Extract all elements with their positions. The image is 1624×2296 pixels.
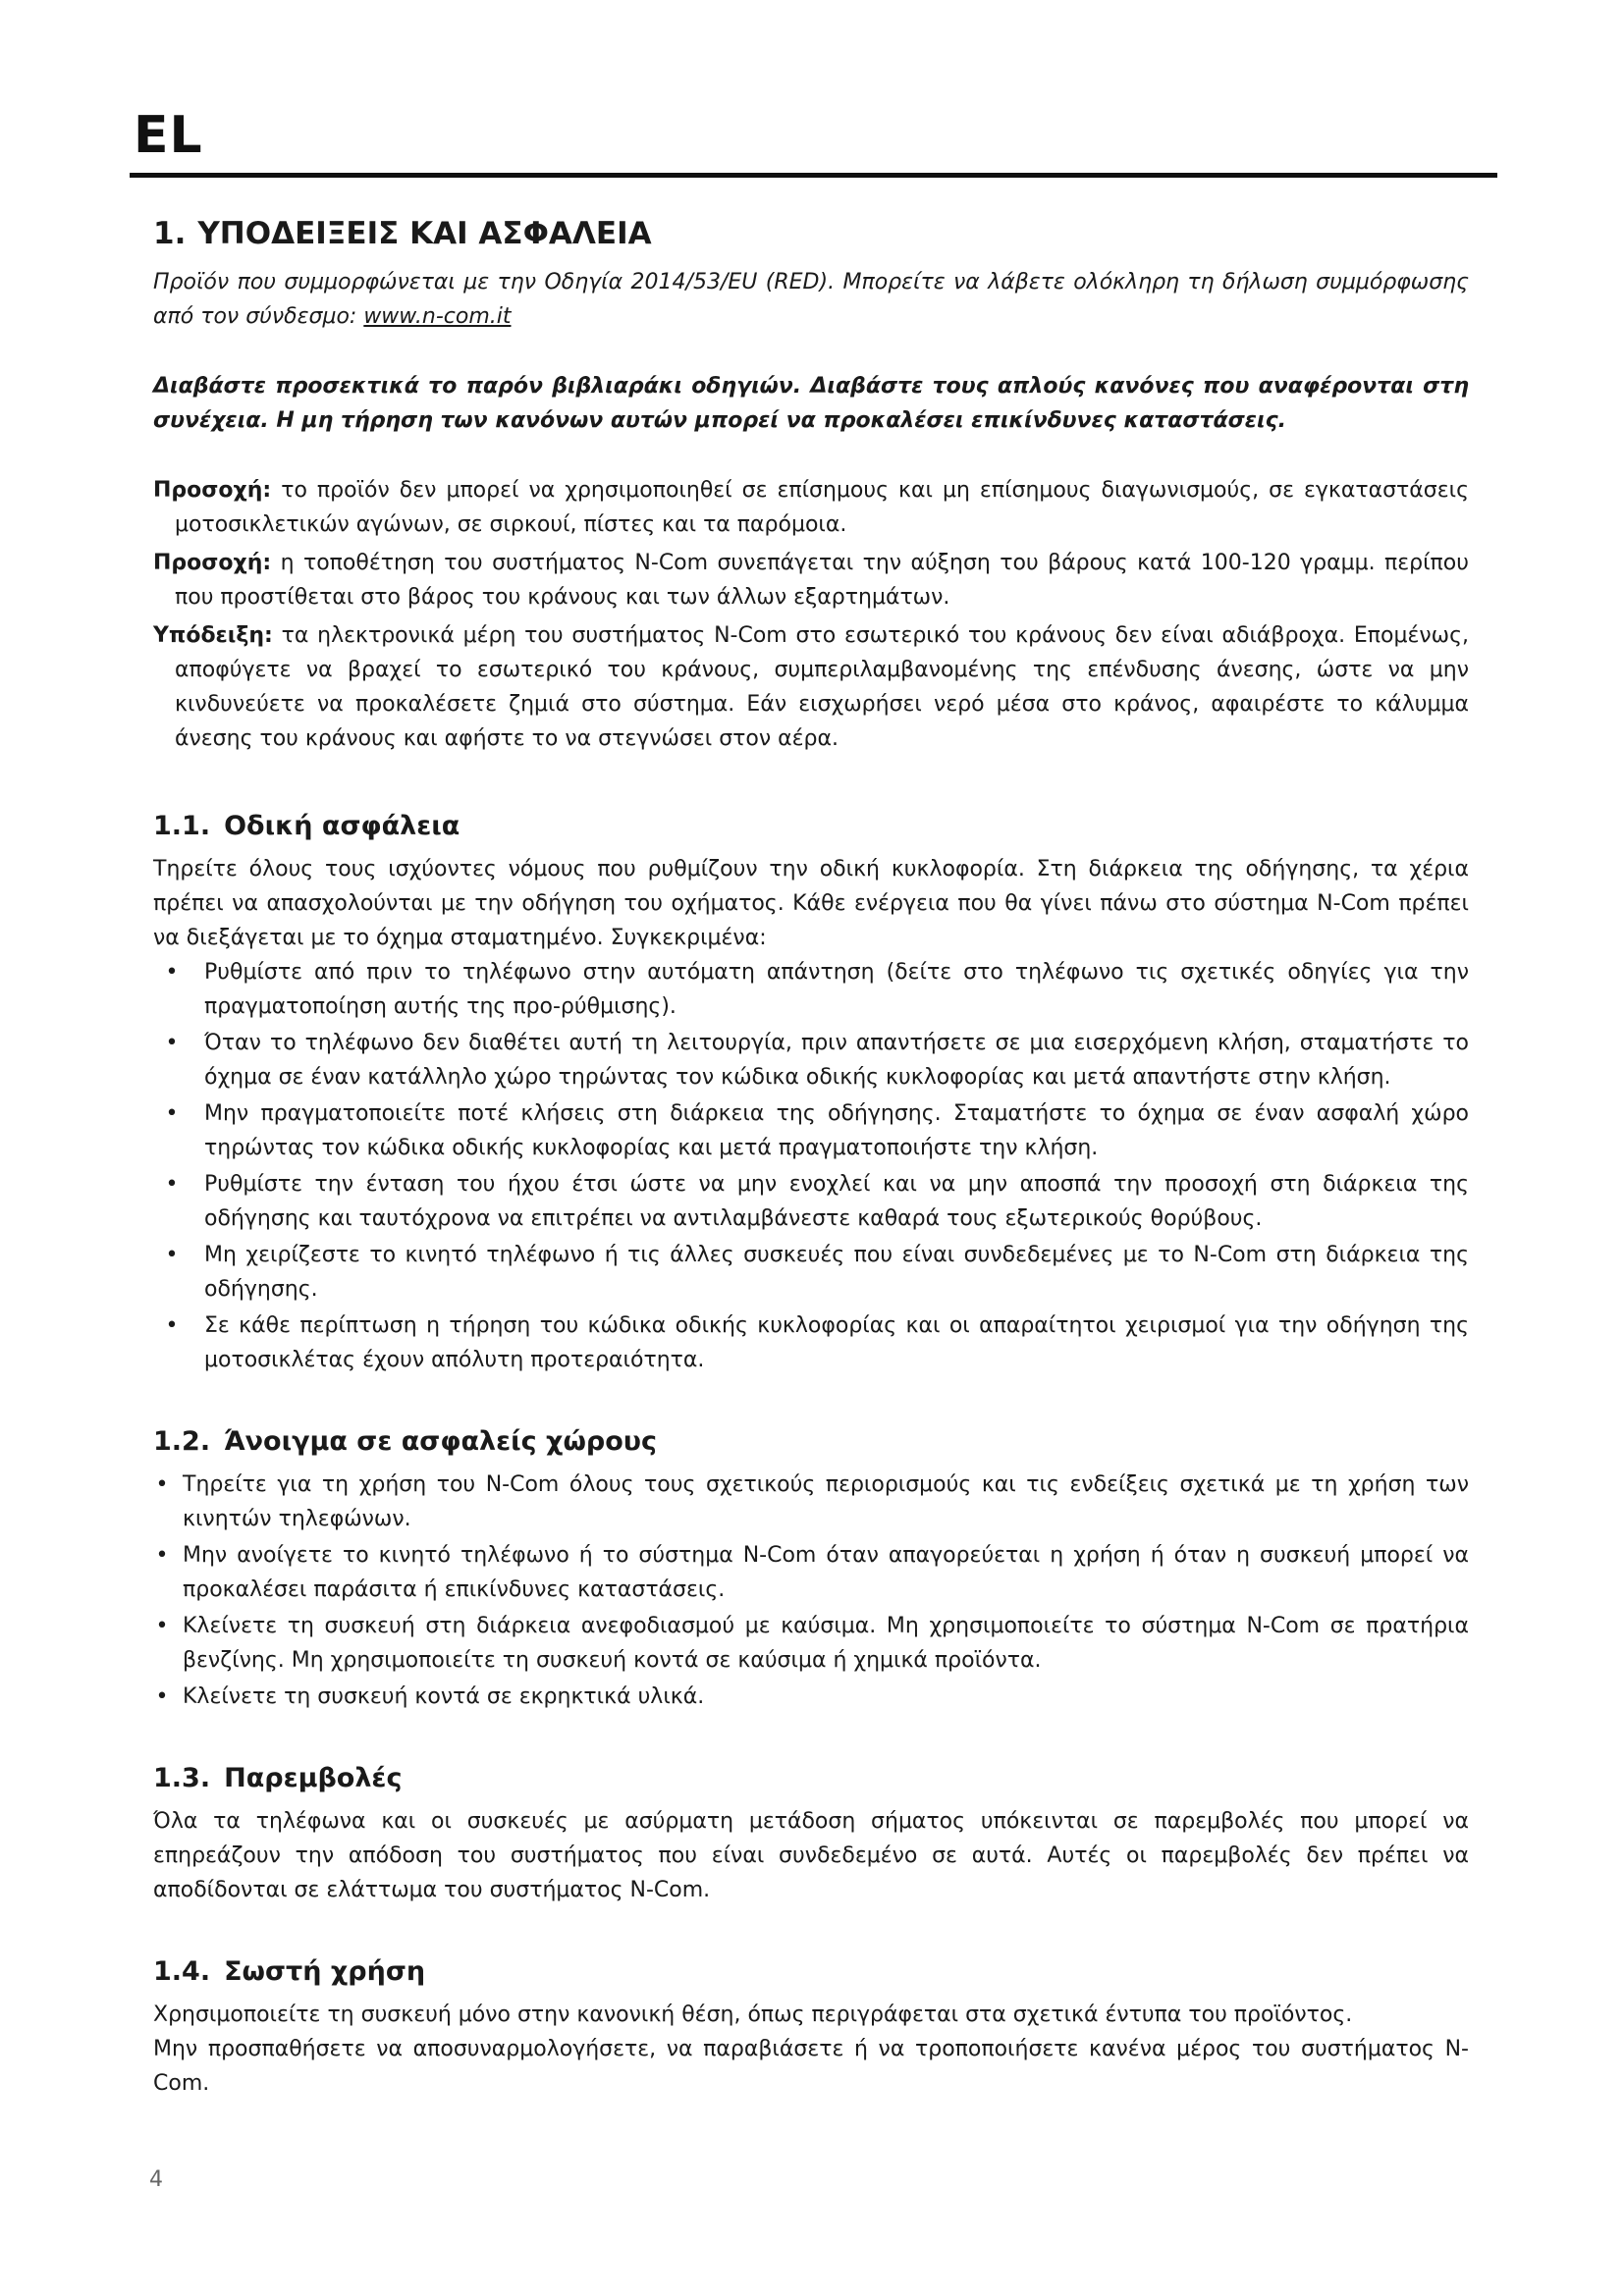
list-item-text: Τηρείτε για τη χρήση του N-Com όλους τους σχετικούς περιορισμούς και τις ενδείξεις σχετικά με τη χρήση των κινητών τηλεφώνων. [183,1472,1469,1531]
list-item [153,1468,1469,1536]
bullet-icon: • [165,1243,179,1267]
proper-use-text: Μην προσπαθήσετε να αποσυναρμολογήσετε, να παραβιάσετε ή να τροποποιήσετε κανένα μέρος του συστήματος N-Com. [153,2037,1469,2096]
note-text: η τοποθέτηση του συστήματος N-Com συνεπάγεται την αύξηση του βάρους κατά 100-120 γραμμ. περίπου που προστίθεται στο βάρος του κράνους και των άλλων εξαρτημάτων. [175,551,1469,610]
road-safety-list [153,955,1469,1377]
subsection-number: 1.1. [153,811,211,841]
proper-use-section [153,1952,1469,2101]
note-label: Υπόδειξη: [153,623,273,648]
safe-places-list [153,1468,1469,1714]
bullet-icon: • [155,1684,169,1709]
list-item-text: Μη χειρίζεστε το κινητό τηλέφωνο ή τις άλλες συσκευές που είναι συνδεδεμένες με το N-Com στη διάρκεια της οδήγησης. [204,1243,1469,1302]
proper-use-text: Χρησιμοποιείτε τη συσκευή μόνο στην κανονική θέση, όπως περιγράφεται στα σχετικά έντυπα του προϊόντος. [153,2002,1353,2027]
list-item [153,1026,1469,1095]
safe-places-section [153,1422,1469,1714]
bullet-icon: • [165,1313,179,1338]
section-title [153,212,1469,255]
compliance-text: Προϊόν που συμμορφώνεται με την Οδηγία 2014/53/EU (RED). Μπορείτε να λάβετε ολόκληρη τη δήλωση συμμόρφωσης από τον σύνδεσμο: [153,270,1469,329]
bullet-icon: • [165,1031,179,1055]
road-safety-text: Τηρείτε όλους τους ισχύοντες νόμους που ρυθμίζουν την οδική κυκλοφορία. Στη διάρκεια της οδήγησης, τα χέρια πρέπει να απασχολούνται με την οδήγηση του οχήματος. Κάθε ενέργεια που θα γίνει πάνω στο σύστημα N-Com πρέπει να διεξάγεται με το όχημα σταματημένο. Συγκεκριμένα: [153,857,1469,950]
list-item [153,1308,1469,1377]
note-label: Προσοχή: [153,478,272,503]
note-item [153,473,1469,542]
website-link[interactable]: www.n-com.it [363,304,512,329]
list-item [153,1096,1469,1165]
header-rule [130,173,1497,178]
subsection-title-text: Άνοιγμα σε ασφαλείς χώρους [224,1426,658,1457]
subsection-number: 1.3. [153,1763,211,1793]
list-item [153,1167,1469,1236]
subsection-title-text: Οδική ασφάλεια [224,811,460,841]
note-item [153,546,1469,614]
subsection-title [153,807,1469,846]
bullet-icon: • [155,1543,169,1568]
list-item-text: Μην πραγματοποιείτε ποτέ κλήσεις στη διάρκεια της οδήγησης. Σταματήστε το όχημα σε έναν ασφαλή χώρο τηρώντας τον κώδικα οδικής κυκλοφορίας και μετά πραγματοποιήστε την κλήση. [204,1101,1469,1160]
list-item-text: Όταν το τηλέφωνο δεν διαθέτει αυτή τη λειτουργία, πριν απαντήσετε σε μια εισερχόμενη κλήση, σταματήστε το όχημα σε έναν κατάλληλο χώρο τηρώντας τον κώδικα οδικής κυκλοφορίας και μετά απαντήστε στην κλήση. [204,1031,1469,1090]
subsection-title [153,1422,1469,1462]
bullet-icon: • [155,1614,169,1638]
list-item-text: Κλείνετε τη συσκευή στη διάρκεια ανεφοδιασμού με καύσιμα. Μη χρησιμοποιείτε το σύστημα N-Com σε πρατήρια βενζίνης. Μη χρησιμοποιείτε τη συσκευή κοντά σε καύσιμα ή χημικά προϊόντα. [183,1614,1469,1673]
subsection-title [153,1952,1469,1992]
page-number: 4 [149,2167,163,2192]
subsection-number: 1.2. [153,1426,211,1457]
road-safety-section [153,807,1469,1377]
subsection-title [153,1759,1469,1798]
interference-section [153,1759,1469,1907]
list-item [153,1680,1469,1714]
list-item-text: Ρυθμίστε την ένταση του ήχου έτσι ώστε να μην ενοχλεί και να μην αποσπά την προσοχή στη διάρκεια της οδήγησης και ταυτόχρονα να επιτρέπει να αντιλαμβάνεστε καθαρά τους εξωτερικούς θορύβους. [204,1172,1469,1231]
bullet-icon: • [155,1472,169,1497]
note-label: Προσοχή: [153,551,272,575]
note-item [153,618,1469,756]
note-text: το προϊόν δεν μπορεί να χρησιμοποιηθεί σε επίσημους και μη επίσημους διαγωνισμούς, σε εγκαταστάσεις μοτοσικλετικών αγώνων, σε σιρκουί, πίστες και τα παρόμοια. [175,478,1469,537]
list-item [153,1238,1469,1307]
list-item-text: Μην ανοίγετε το κινητό τηλέφωνο ή το σύστημα N-Com όταν απαγορεύεται η χρήση ή όταν η συσκευή μπορεί να προκαλέσει παράσιτα ή επικίνδυνες καταστάσεις. [183,1543,1469,1602]
bullet-icon: • [165,1101,179,1126]
note-text: τα ηλεκτρονικά μέρη του συστήματος N-Com στο εσωτερικό του κράνους δεν είναι αδιάβροχα. Επομένως, αποφύγετε να βραχεί το εσωτερικό του κράνους, συμπεριλαμβανομένης της επένδυσης άνεσης, ώστε να μην κινδυνεύετε να προκαλέσετε ζημιά στο σύστημα. Εάν εισχωρήσει νερό μέσα στο κράνος, αφαιρέστε το κάλυμμα άνεσης του κράνους και αφήστε το να στεγνώσει στον αέρα. [175,623,1469,751]
list-item [153,955,1469,1024]
list-item [153,1538,1469,1607]
bullet-icon: • [165,1172,179,1197]
list-item-text: Σε κάθε περίπτωση η τήρηση του κώδικα οδικής κυκλοφορίας και οι απαραίτητοι χειρισμοί για την οδήγηση της μοτοσικλέτας έχουν απόλυτη προτεραιότητα. [204,1313,1469,1372]
list-item-text: Ρυθμίστε από πριν το τηλέφωνο στην αυτόματη απάντηση (δείτε στο τηλέφωνο τις σχετικές οδηγίες για την πραγματοποίηση αυτής της προ-ρύθμισης). [204,960,1469,1019]
subsection-number: 1.4. [153,1956,211,1987]
read-instructions-warning: Διαβάστε προσεκτικά το παρόν βιβλιαράκι οδηγιών. Διαβάστε τους απλούς κανόνες που αναφέρονται στη συνέχεια. Η μη τήρηση των κανόνων αυτών μπορεί να προκαλέσει επικίνδυνες καταστάσεις. [153,374,1469,433]
bullet-icon: • [165,960,179,985]
subsection-title-text: Παρεμβολές [224,1763,403,1793]
subsection-title-text: Σωστή χρήση [224,1956,426,1987]
section-number: 1. [153,216,187,251]
notes-list [153,473,1469,756]
language-code: EL [134,106,203,165]
interference-text: Όλα τα τηλέφωνα και οι συσκευές με ασύρματη μετάδοση σήματος υπόκεινται σε παρεμβολές που μπορεί να επηρεάζουν την απόδοση του συστήματος που είναι συνδεδεμένο σε αυτά. Αυτές οι παρεμβολές δεν πρέπει να αποδίδονται σε ελάττωμα του συστήματος N-Com. [153,1809,1469,1902]
page-content [153,212,1469,2146]
list-item [153,1609,1469,1678]
section-title-text: ΥΠΟΔΕΙΞΕΙΣ ΚΑΙ ΑΣΦΑΛΕΙΑ [197,216,652,251]
compliance-statement [153,265,1469,334]
list-item-text: Κλείνετε τη συσκευή κοντά σε εκρηκτικά υλικά. [183,1684,705,1709]
